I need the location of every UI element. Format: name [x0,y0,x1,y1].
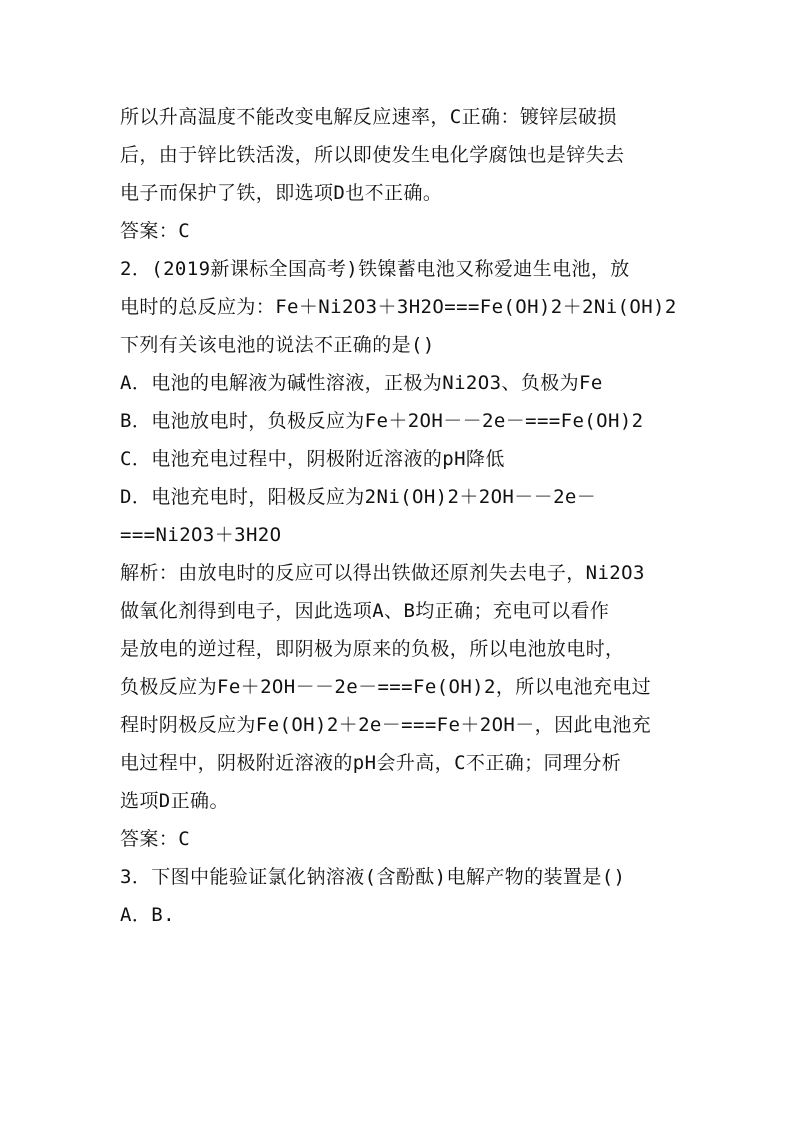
text-line: ===Ni2O3＋3H2O [120,524,282,546]
text-line: 电子而保护了铁，即选项D也不正确。 [120,182,443,204]
option-d-line: D．电池充电时，阳极反应为2Ni(OH)2＋2OH－－2e－ [120,486,597,508]
text-line: 负极反应为Fe＋2OH－－2e－===Fe(OH)2，所以电池充电过 [120,676,652,698]
text-line: 电过程中，阴极附近溶液的pH会升高，C不正确；同理分析 [120,752,622,774]
text-line: 选项D正确。 [120,790,229,812]
analysis-line: 解析：由放电时的反应可以得出铁做还原剂失去电子，Ni2O3 [120,562,645,584]
answer-line: 答案：C [120,828,191,850]
options-line: A．B. [120,904,175,926]
question-2-line: 2．(2019新课标全国高考)铁镍蓄电池又称爱迪生电池，放 [120,258,630,280]
option-a-line: A．电池的电解液为碱性溶液，正极为Ni2O3、负极为Fe [120,372,603,394]
text-line: 所以升高温度不能改变电解反应速率，C正确：镀锌层破损 [120,106,617,128]
answer-line: 答案：C [120,220,191,242]
option-b-line: B．电池放电时，负极反应为Fe＋2OH－－2e－===Fe(OH)2 [120,410,644,432]
text-line: 做氧化剂得到电子，因此选项A、B均正确；充电可以看作 [120,600,610,622]
option-c-line: C．电池充电过程中，阴极附近溶液的pH降低 [120,448,505,470]
text-line: 程时阴极反应为Fe(OH)2＋2e－===Fe＋2OH－，因此电池充 [120,714,652,736]
text-line: 是放电的逆过程，即阴极为原来的负极，所以电池放电时， [120,638,625,660]
text-line: 下列有关该电池的说法不正确的是() [120,334,435,356]
text-line: 电时的总反应为：Fe＋Ni2O3＋3H2O===Fe(OH)2＋2Ni(OH)2 [120,296,677,318]
question-3-line: 3．下图中能验证氯化钠溶液(含酚酞)电解产物的装置是() [120,866,626,888]
text-line: 后，由于锌比铁活泼，所以即使发生电化学腐蚀也是锌失去 [120,144,625,166]
